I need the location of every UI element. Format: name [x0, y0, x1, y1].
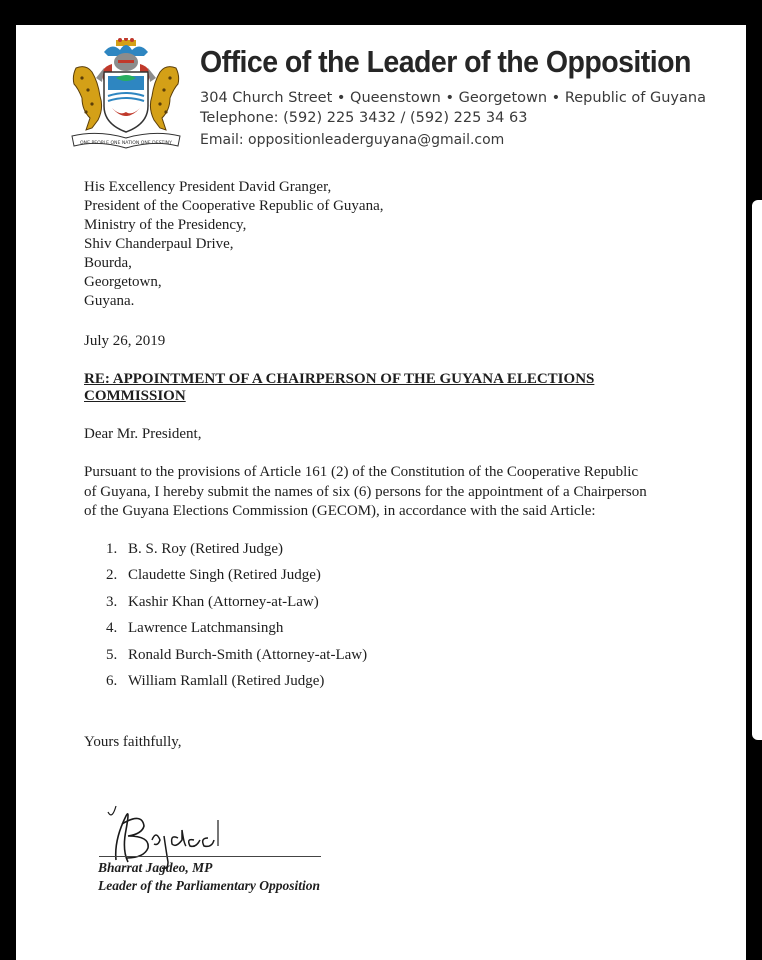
list-item: 6. William Ramlall (Retired Judge)	[106, 673, 325, 689]
recipient-line: Ministry of the Presidency,	[84, 217, 247, 233]
list-item: 5. Ronald Burch-Smith (Attorney-at-Law)	[106, 646, 368, 663]
recipient-line: President of the Cooperative Republic of Guyana,	[84, 198, 384, 214]
scrollbar-handle[interactable]	[752, 200, 762, 740]
nominee-name: Ronald Burch-Smith (Attorney-at-Law)	[128, 646, 368, 663]
recipient-line: Georgetown,	[84, 274, 162, 290]
signatory-title: Leader of the Parliamentary Opposition	[98, 878, 320, 893]
recipient-line: Guyana.	[84, 293, 135, 309]
office-email: Email: oppositionleaderguyana@gmail.com	[200, 132, 505, 148]
letter-body	[84, 178, 684, 752]
subject-line: RE: APPOINTMENT OF A CHAIRPERSON OF THE GUYANA ELECTIONS COMMISSION	[84, 371, 595, 404]
recipient-line: Shiv Chanderpaul Drive,	[84, 236, 234, 252]
list-item: 4. Lawrence Latchmansingh	[106, 620, 284, 636]
recipient-address	[84, 178, 684, 311]
list-item: 2. Claudette Singh (Retired Judge)	[106, 567, 321, 583]
recipient-line: Bourda,	[84, 255, 132, 271]
coat-of-arms-icon	[68, 38, 184, 150]
letterhead	[68, 38, 708, 168]
letter-date: July 26, 2019	[84, 333, 166, 349]
list-item: 1. B. S. Roy (Retired Judge)	[106, 540, 283, 557]
nominee-name: B. S. Roy (Retired Judge)	[128, 540, 283, 557]
closing: Yours faithfully,	[84, 733, 182, 750]
nominee-name: Claudette Singh (Retired Judge)	[128, 567, 321, 583]
signatory-block	[98, 859, 320, 895]
list-item: 3. Kashir Khan (Attorney-at-Law)	[106, 593, 319, 610]
office-title: Office of the Leader of the Opposition	[200, 44, 691, 79]
nominee-list	[106, 540, 684, 699]
nominee-name: William Ramlall (Retired Judge)	[128, 673, 325, 689]
office-telephone: Telephone: (592) 225 3432 / (592) 225 34 63	[200, 110, 528, 126]
signature-line	[99, 856, 321, 857]
salutation: Dear Mr. President,	[84, 426, 202, 442]
crest-motto: ONE PEOPLE ONE NATION ONE DESTINY	[80, 141, 172, 146]
body-paragraph: Pursuant to the provisions of Article 161 (2) of the Constitution of the Cooperative Republic of Guyana, I hereby submit the names of six (6) persons for the appointment of a Chairperson of the Guyana Elections Commission (GECOM), in accordance with the said Article:	[84, 464, 647, 519]
signatory-name: Bharrat Jagdeo, MP	[98, 860, 213, 875]
recipient-line: His Excellency President David Granger,	[84, 179, 332, 195]
nominee-name: Lawrence Latchmansingh	[128, 620, 284, 636]
nominee-name: Kashir Khan (Attorney-at-Law)	[128, 593, 319, 610]
office-address: 304 Church Street • Queenstown • Georgetown • Republic of Guyana	[200, 90, 706, 106]
